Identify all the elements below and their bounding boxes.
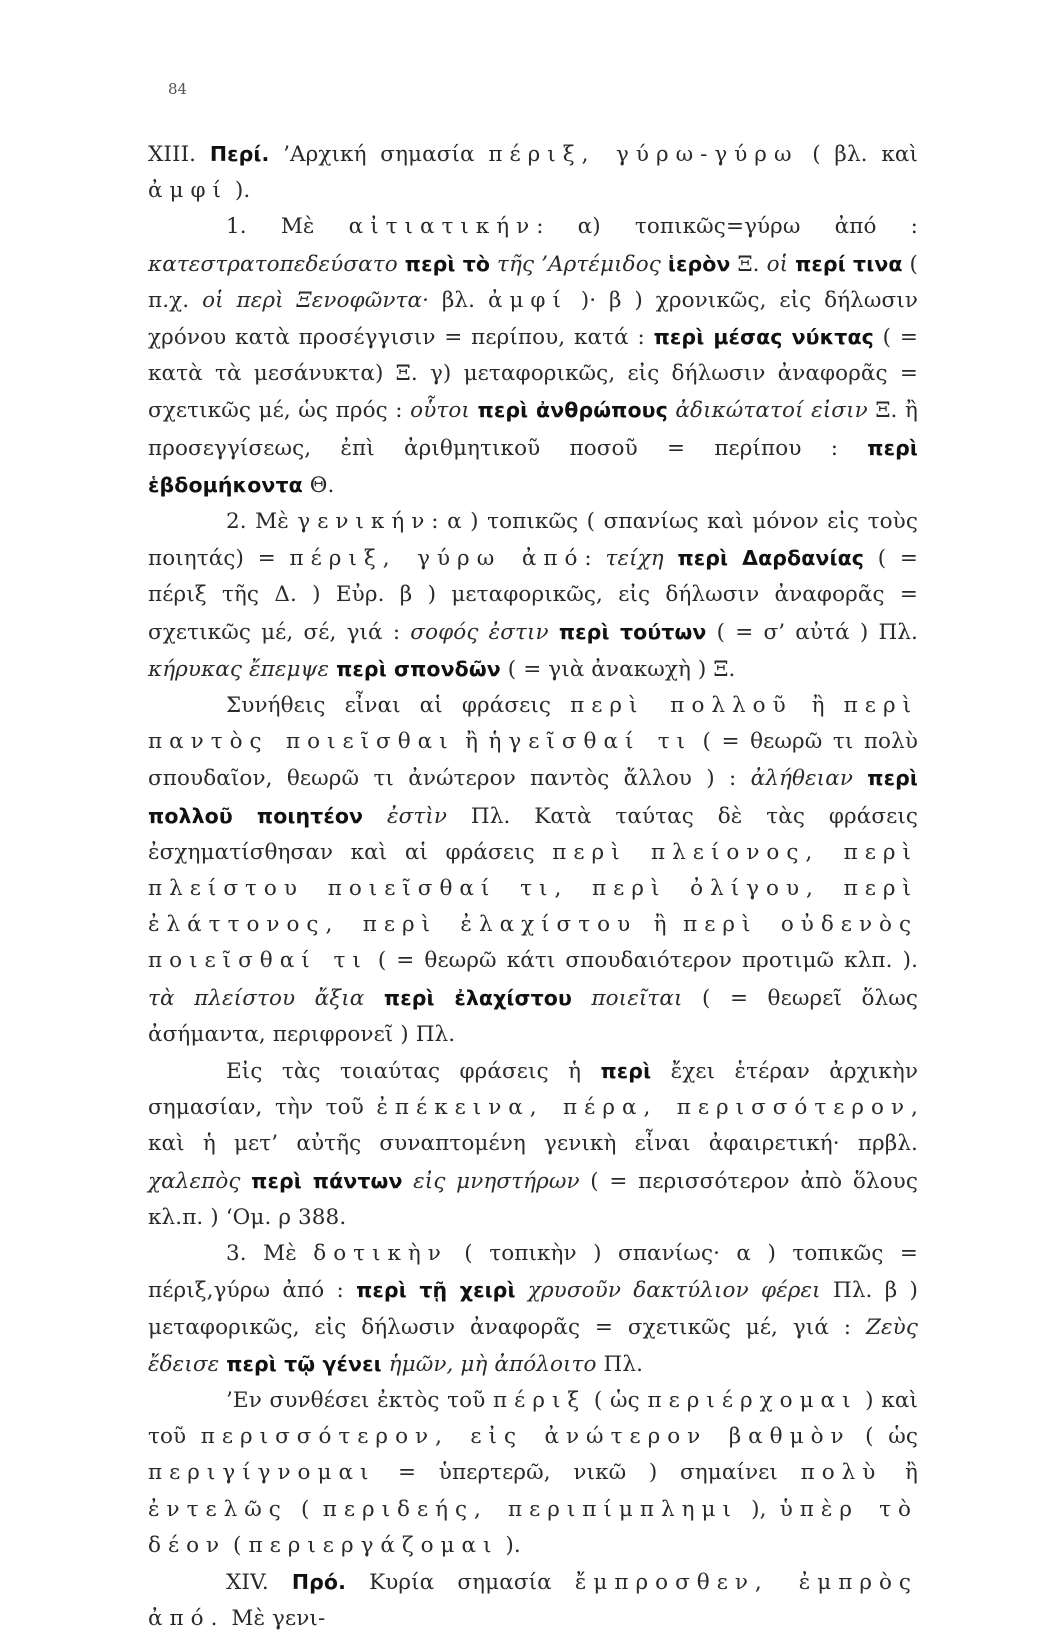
paragraph-2: 2. Μὲ γενικήν: α ) τοπικῶς ( σπανίως καὶ μόνον εἰς τοὺς ποιητάς) = πέριξ, γύρω ἀπό: τείχη περὶ Δαρδανίας ( = πέριξ τῆς Δ. ) Εὐρ. β ) μεταφορικῶς, εἰς δήλωσιν ἀναφορᾶς = σχετικῶς μέ, σέ, γιά : σοφός ἐστιν περὶ τούτων ( = σ’ αὐτά ) Πλ. κήρυκας ἔπεμψε περὶ σπονδῶν ( = γιὰ ἀνακωχὴ ) Ξ. (148, 509, 919, 682)
paragraph-xiv: XIV. Πρό. Κυρία σημασία ἔμπροσθεν, ἐμπρὸς ἀπό. Μὲ γενι- (148, 1569, 918, 1632)
paragraph-xiii: XIII. Περί. ’Αρχική σημασία πέριξ, γύρω-γύρω ( βλ. καὶ ἀμφί ). (148, 142, 919, 204)
page-number: 84 (168, 80, 188, 98)
paragraph-composition: ’Εν συνθέσει ἐκτὸς τοῦ πέριξ ( ὡς περιέρχομαι ) καὶ τοῦ περισσότερον, εἰς ἀνώτερον βαθμὸν ( ὡς περιγίγνομαι = ὑπερτερῶ, νικῶ ) σημαίνει πολὺ ἢ ἐντελῶς ( περιδεής, περιπίμπλημι ), ὑπὲρ τὸ δέον ( περιεργάζομαι ). (148, 1387, 918, 1558)
paragraph-1: 1. Μὲ αἰτιατικήν: α) τοπικῶς=γύρω ἀπό : κατεστρατοπεδεύσατο περὶ τὸ τῆς ’Αρτέμιδος ἱερὸν Ξ. οἱ περί τινα ( π.χ. οἱ περὶ Ξενοφῶντα· βλ. ἀμφί )· β ) χρονικῶς, εἰς δήλωσιν χρόνου κατὰ προσέγγισιν = περίπου, κατά : περὶ μέσας νύκτας ( = κατὰ τὰ μεσάνυκτα) Ξ. γ) μεταφορικῶς, εἰς δήλωσιν ἀναφορᾶς = σχετικῶς μέ, ὡς πρός : οὗτοι περὶ ἀνθρώπους ἀδικώτατοί εἰσιν Ξ. ἢ προσεγγίσεως, ἐπὶ ἀριθμητικοῦ ποσοῦ = περίπου : περὶ ἑβδομήκοντα Θ. (148, 214, 919, 498)
paragraph-phrases: Συνήθεις εἶναι αἱ φράσεις περὶ πολλοῦ ἢ περὶ παντὸς ποιεῖσθαι ἢ ἡγεῖσθαί τι ( = θεωρῶ τι πολὺ σπουδαῖον, θεωρῶ τι ἀνώτερον παντὸς ἄλλου ) : ἀλήθειαν περὶ πολλοῦ ποιητέον ἐστὶν Πλ. Κατὰ ταύτας δὲ τὰς φράσεις ἐσχηματίσθησαν καὶ αἱ φράσεις περὶ πλείονος, περὶ πλείστου ποιεῖσθαί τι, περὶ ὀλίγου, περὶ ἐλάττονος, περὶ ἐλαχίστου ἢ περὶ οὐδενὸς ποιεῖσθαί τι ( = θεωρῶ κάτι σπουδαιότερον προτιμῶ κλπ. ). τὰ πλείστου ἄξια περὶ ἐλαχίστου ποιεῖται ( = θεωρεῖ ὅλως ἀσήμαντα, περιφρονεῖ ) Πλ. (148, 693, 919, 1047)
paragraph-3: 3. Μὲ δοτικὴν ( τοπικὴν ) σπανίως· α ) τοπικῶς = πέριξ,γύρω ἀπό : περὶ τῇ χειρὶ χρυσοῦν δακτύλιον φέρει Πλ. β ) μεταφορικῶς, εἰς δήλωσιν ἀναφορᾶς = σχετικῶς μέ, γιά : Ζεὺς ἔδεισε περὶ τῷ γένει ἡμῶν, μὴ ἀπόλοιτο Πλ. (148, 1241, 918, 1377)
paragraph-meaning: Εἰς τὰς τοιαύτας φράσεις ἡ περὶ ἔχει ἑτέραν ἀρχικὴν σημασίαν, τὴν τοῦ ἐπέκεινα, πέρα, περισσότερον, καὶ ἡ μετ’ αὐτῆς συναπτομένη γενικὴ εἶναι ἀφαιρετική· πρβλ. χαλεπὸς περὶ πάντων εἰς μνηστήρων ( = περισσότερον ἀπὸ ὅλους κλ.π. ) ‘Ομ. ρ 388. (148, 1059, 918, 1230)
body-text (148, 136, 918, 1637)
